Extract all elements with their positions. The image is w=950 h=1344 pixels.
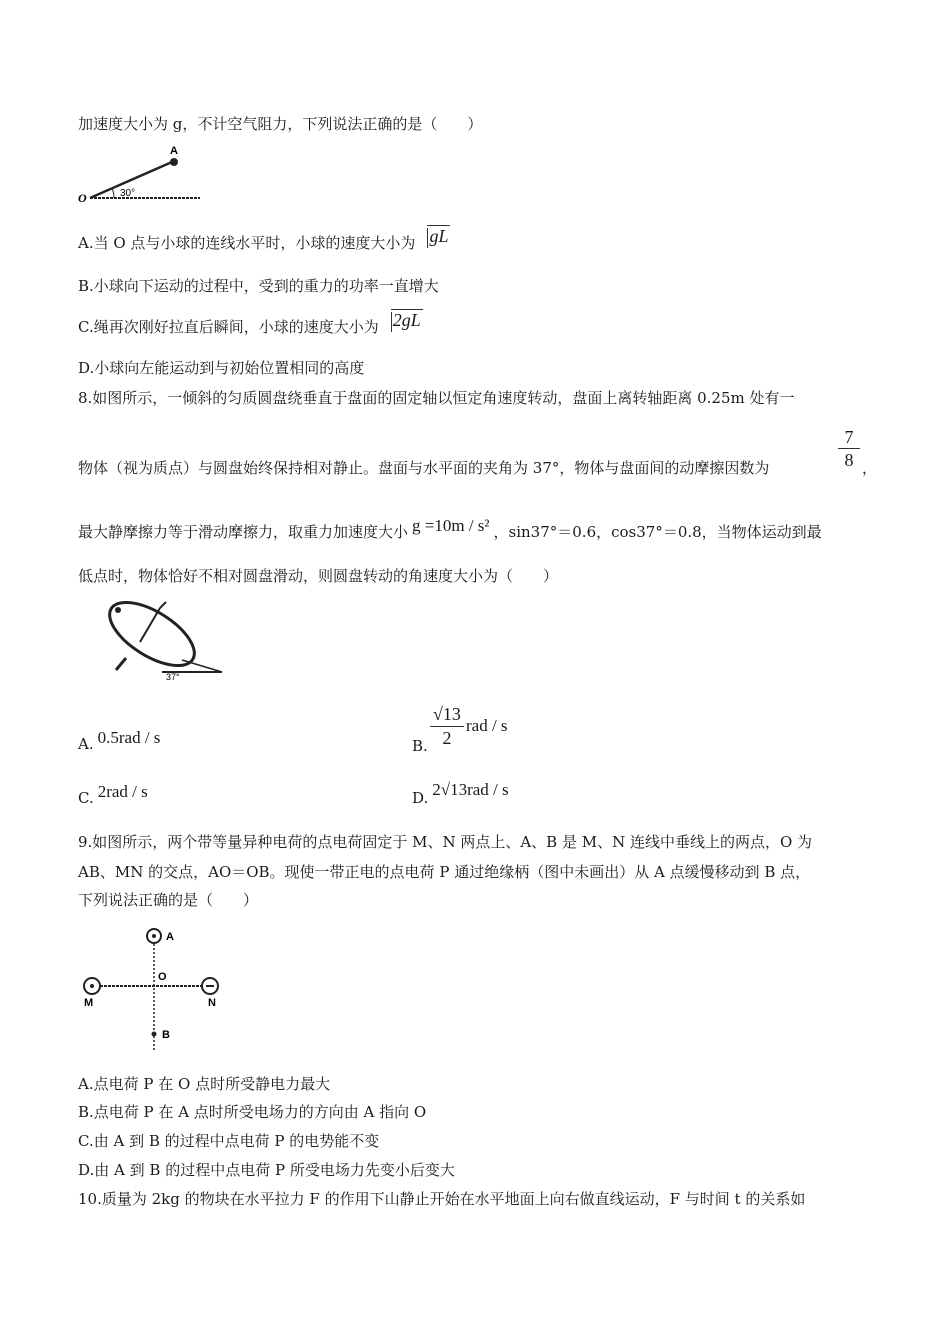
q8-mu-fraction	[838, 426, 860, 471]
q7-option-d: D.小球向左能运动到与初始位置相同的高度	[78, 359, 365, 377]
q9-charge-M-dot	[90, 984, 94, 988]
q8-axis-tip	[160, 602, 166, 608]
q8-line-1: 8.如图所示，一倾斜的匀质圆盘绕垂直于盘面的固定轴以恒定角速度转动，盘面上离转轴距离 0.25m 处有一	[78, 389, 795, 407]
q8-axis	[140, 608, 160, 642]
q8-option-b-unit: rad / s	[466, 716, 508, 735]
q7-label-A: A	[170, 145, 178, 157]
q8-line-4: 低点时，物体恰好不相对圆盘滑动，则圆盘转动的角速度大小为（ ）	[78, 567, 559, 585]
q8-support-leg	[116, 658, 126, 670]
q8-line-3-math: g =10m / s²	[412, 516, 490, 535]
q8-option-d-value: 2√13rad / s	[432, 780, 509, 799]
q9-label-O: O	[158, 971, 167, 983]
q8-option-a-label: A.	[78, 735, 94, 753]
q7-ball	[170, 158, 178, 166]
q7-angle-arc	[112, 188, 114, 198]
q7-option-a-math: gL	[415, 226, 450, 246]
q9-label-M: M	[84, 997, 94, 1009]
q9-point-B	[152, 1032, 157, 1037]
q8-option-b-numerator: √13	[430, 702, 464, 727]
q7-label-O: O	[78, 191, 87, 205]
q8-line-3b: ，sin37°＝0.6，cos37°＝0.8，当物体运动到最	[493, 523, 822, 541]
q9-option-a: A.点电荷 P 在 O 点时所受静电力最大	[78, 1075, 331, 1093]
q8-option-a-value: 0.5rad / s	[97, 728, 161, 747]
q7-option-c-math: 2gL	[379, 310, 423, 330]
q8-option-c	[78, 782, 148, 808]
q7-option-b: B.小球向下运动的过程中，受到的重力的功率一直增大	[78, 277, 439, 295]
q8-mu-numerator: 7	[838, 426, 860, 449]
q9-line-1: 9.如图所示，两个带等量异种电荷的点电荷固定于 M、N 两点上、A、B 是 M、N 连线中垂线上的两点，O 为	[78, 833, 813, 851]
q8-option-b-label: B.	[412, 737, 428, 755]
q8-figure	[82, 598, 242, 684]
q9-label-B: B	[162, 1029, 170, 1041]
q9-line-2: AB、MN 的交点，AO＝OB。现使一带正电的点电荷 P 通过绝缘柄（图中未画出）从 A 点缓慢移动到 B 点，	[78, 863, 811, 881]
q8-mu-end: ，	[862, 459, 878, 477]
q8-option-b-denominator: 2	[442, 728, 452, 748]
q10-line-1: 10.质量为 2kg 的物块在水平拉力 F 的作用下山静止开始在水平地面上向右做直线运动，F 与时间 t 的关系如	[78, 1190, 806, 1208]
q8-line-3	[78, 516, 822, 542]
q7-figure	[78, 142, 208, 206]
q8-line-2: 物体（视为质点）与圆盘始终保持相对静止。盘面与水平面的夹角为 37°，物体与盘面间的动摩擦因数为	[78, 459, 770, 477]
q9-label-A: A	[166, 931, 174, 943]
q9-option-d: D.由 A 到 B 的过程中点电荷 P 所受电场力先变小后变大	[78, 1161, 455, 1179]
q7-option-c-text: C.绳再次刚好拉直后瞬间，小球的速度大小为	[78, 318, 379, 336]
q8-option-d-label: D.	[412, 789, 429, 807]
q9-label-N: N	[208, 997, 216, 1009]
q8-line-3a: 最大静摩擦力等于滑动摩擦力，取重力加速度大小	[78, 523, 409, 541]
q9-line-3: 下列说法正确的是（ ）	[78, 891, 259, 909]
q8-option-d	[412, 780, 509, 808]
q9-option-c: C.由 A 到 B 的过程中点电荷 P 的电势能不变	[78, 1132, 380, 1150]
q8-mu-denominator: 8	[844, 450, 854, 470]
q8-option-a	[78, 728, 161, 754]
q8-option-b-fraction	[430, 702, 464, 749]
q8-incline-line	[182, 660, 222, 672]
q7-label-angle: 30°	[120, 188, 136, 199]
q9-option-b: B.点电荷 P 在 A 点时所受电场力的方向由 A 指向 O	[78, 1103, 427, 1121]
q7-intro: 加速度大小为 g，不计空气阻力，下列说法正确的是（ ）	[78, 115, 483, 133]
q8-object	[115, 607, 121, 613]
q7-option-a	[78, 226, 450, 253]
q8-label-angle: 37°	[166, 672, 180, 682]
q7-option-c	[78, 310, 423, 337]
q7-option-a-text: A.当 O 点与小球的连线水平时，小球的速度大小为	[78, 234, 416, 252]
q8-option-c-value: 2rad / s	[97, 782, 148, 801]
q9-charge-A-dot	[152, 934, 156, 938]
q8-option-c-label: C.	[78, 789, 94, 807]
q9-figure	[80, 924, 230, 1054]
